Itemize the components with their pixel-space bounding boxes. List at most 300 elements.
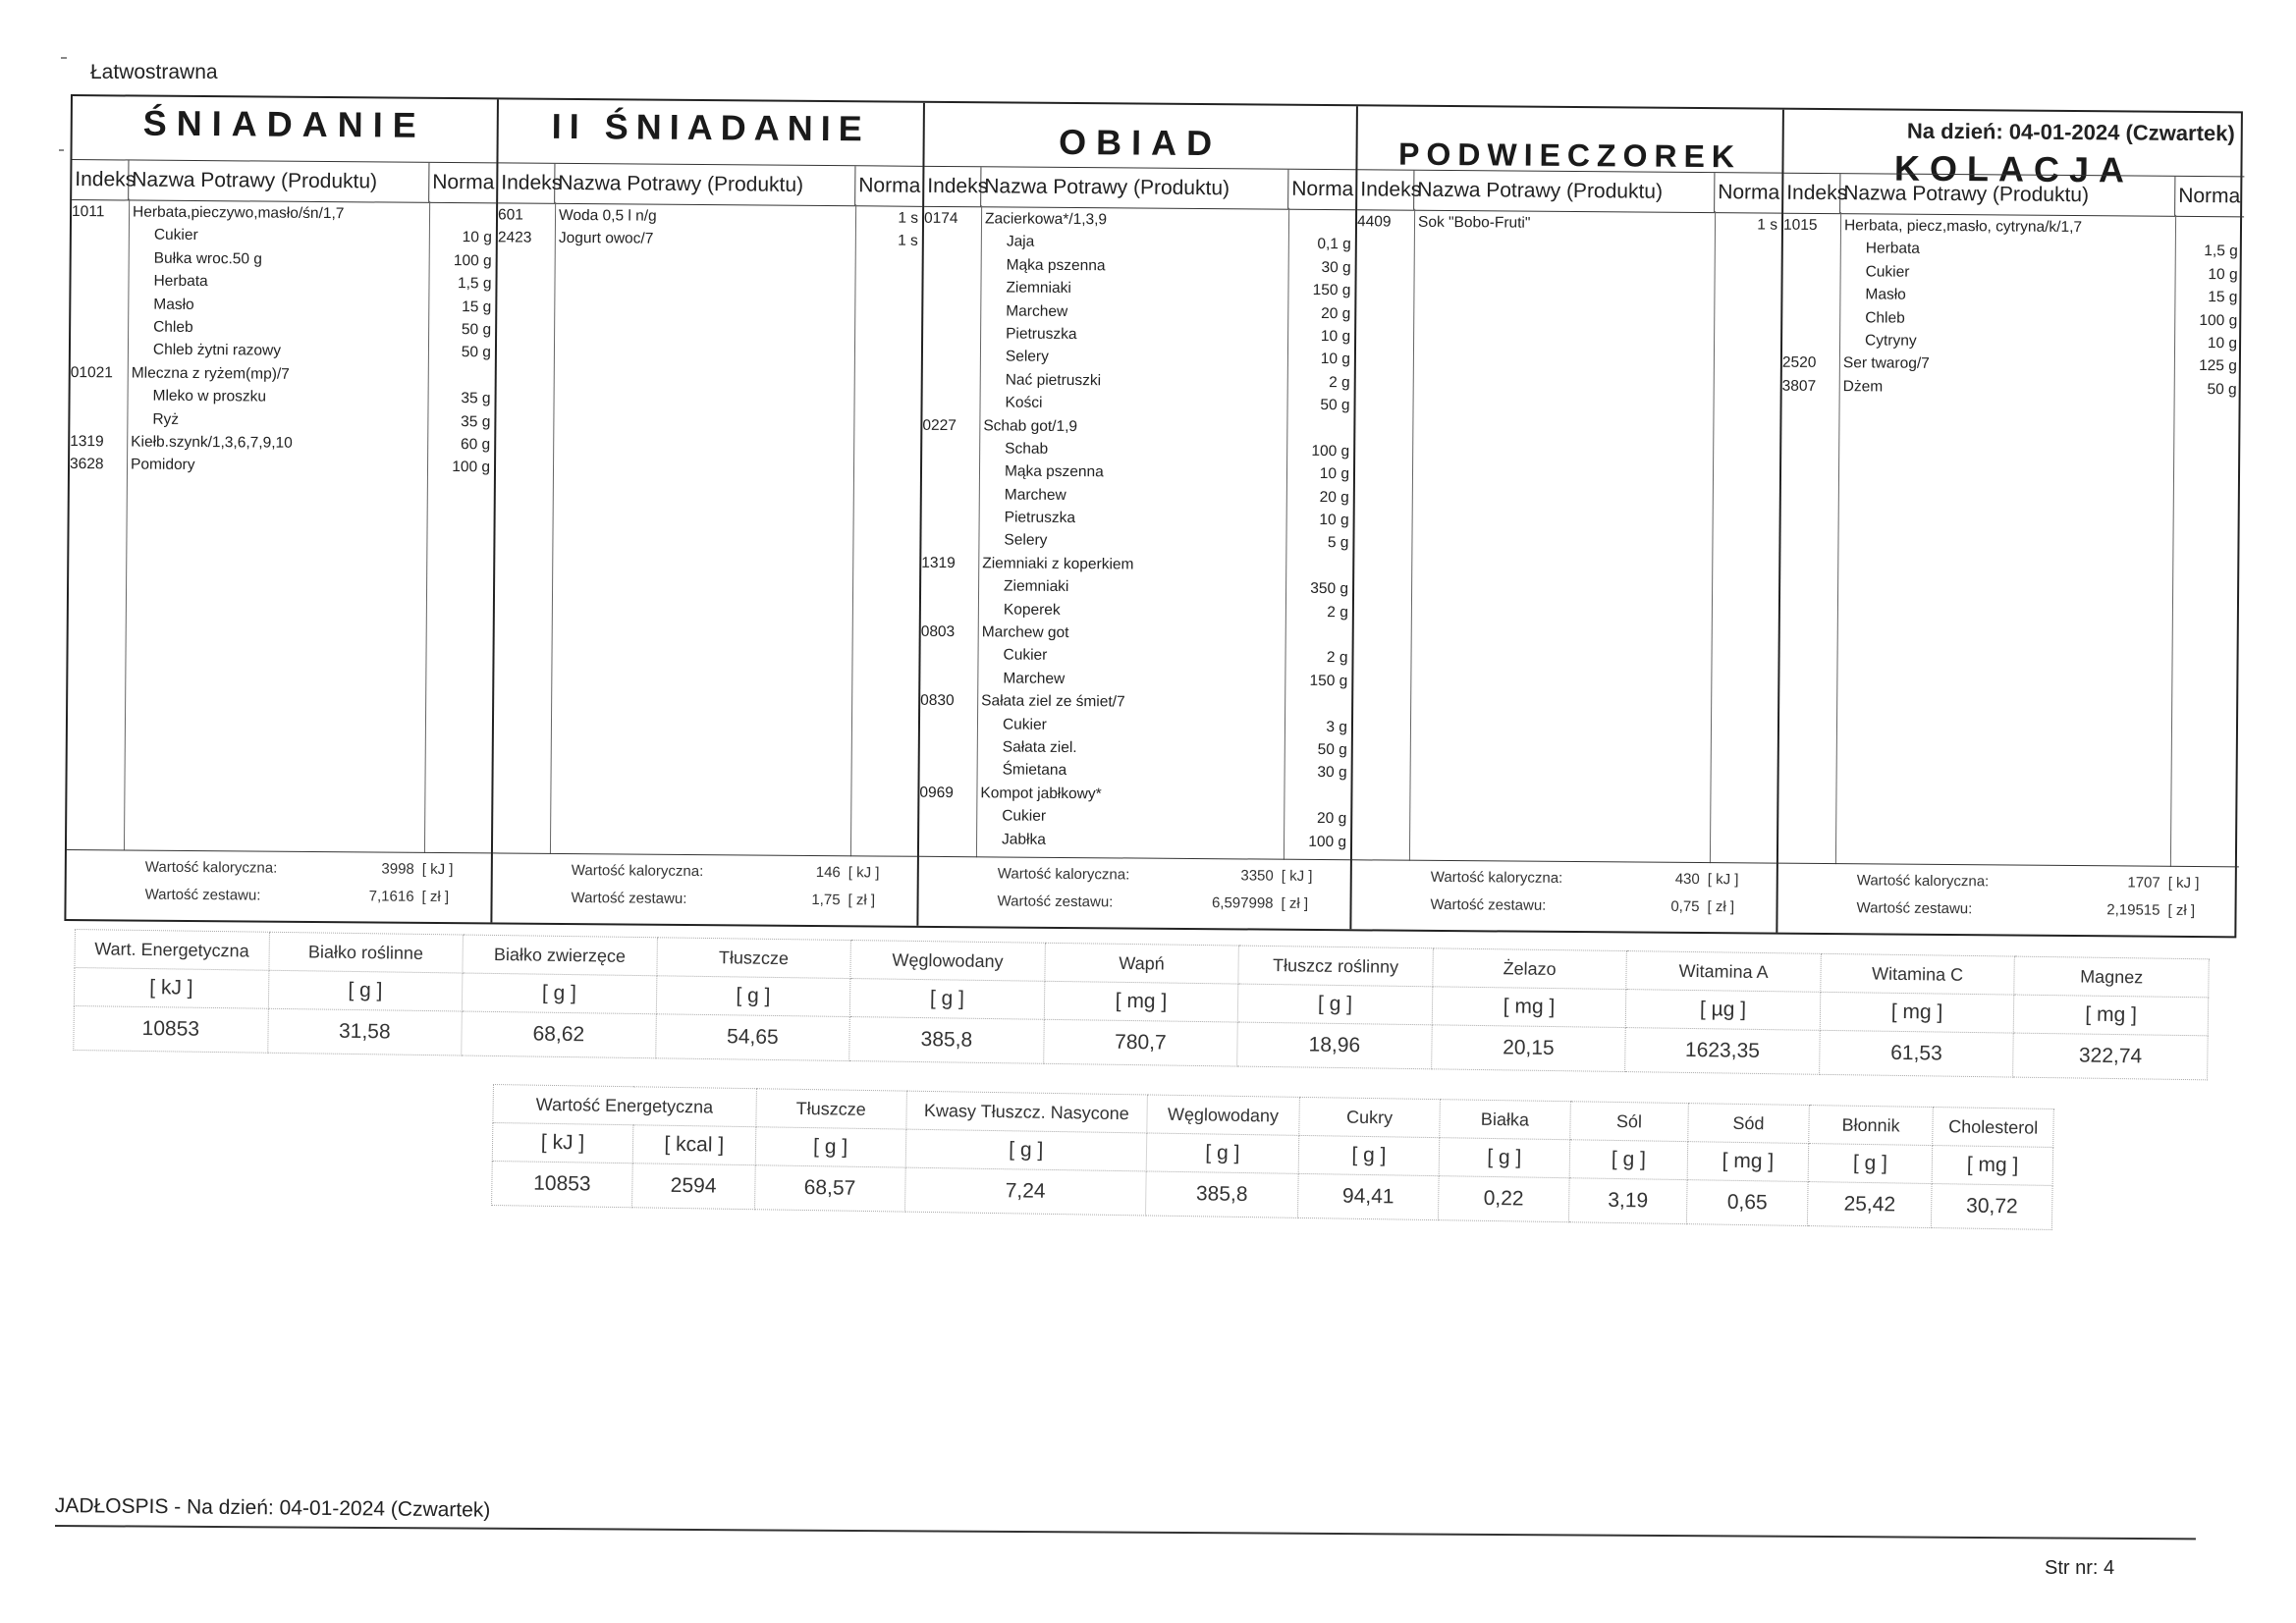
item-norm: 10 g <box>1319 465 1350 483</box>
ingredient-name: Sałata ziel. <box>1002 738 1077 757</box>
nutrient-unit: [ g ] <box>268 970 463 1011</box>
dish-name: Kompot jabłkowy* <box>980 784 1102 803</box>
meal-item-row <box>921 528 1352 555</box>
nutrient-unit: [ kcal ] <box>632 1125 755 1165</box>
ingredient-name: Masło <box>1865 286 1906 303</box>
kcal: 146 <box>815 863 841 882</box>
item-index: 4409 <box>1356 213 1392 231</box>
nutrient-header: Węglowodany <box>1147 1095 1300 1135</box>
nutrient-unit: [ g ] <box>1237 984 1432 1025</box>
item-norm <box>1285 555 1348 556</box>
ingredient-name: Marchew <box>1004 486 1066 504</box>
column-header-name: Nazwa Potrawy (Produktu) <box>1840 174 2175 216</box>
cost: 0,75 <box>1670 897 1700 916</box>
nutrient-unit: [ mg ] <box>1687 1142 1808 1182</box>
item-norm: 20 g <box>1317 810 1347 828</box>
dish-name: Schab got/1,9 <box>983 416 1078 435</box>
meal-items <box>1352 210 1781 863</box>
nutrient-header: Węglowodany <box>850 941 1045 982</box>
page-number: Str nr: 4 <box>2045 1557 2115 1579</box>
item-index: 3807 <box>1781 377 1817 395</box>
dish-name: Marchew got <box>981 623 1069 642</box>
cost: 2,19515 <box>2106 901 2160 919</box>
dish-name: Ser twarog/7 <box>1842 354 1930 373</box>
meal-title: ŚNIADANIE <box>142 102 426 145</box>
item-norm: 10 g <box>1320 351 1350 368</box>
cost: 6,597998 <box>1211 894 1274 912</box>
nutrient-value: 0,65 <box>1687 1180 1808 1226</box>
item-norm: 15 g <box>462 298 492 315</box>
column-header-name: Nazwa Potrawy (Produktu) <box>1414 171 1715 212</box>
meal-item-row <box>922 413 1353 440</box>
cost-unit: [ zł ] <box>1281 894 1309 912</box>
kcal-unit: [ kJ ] <box>1707 871 1739 889</box>
menu-date: Na dzień: 04-01-2024 (Czwartek) <box>1906 118 2235 146</box>
meal-section <box>918 103 1358 929</box>
cost-label: Wartość zestawu: <box>1856 899 1973 918</box>
energy-header: Wartość Energetyczna <box>493 1085 756 1127</box>
item-index: 0803 <box>920 622 956 641</box>
nutrient-header: Wart. Energetyczna <box>75 930 269 971</box>
item-norm: 1 s <box>898 233 918 250</box>
meal-item-row <box>71 315 495 342</box>
nutrient-unit: [ µg ] <box>1625 990 1820 1031</box>
column-header-row <box>1357 169 1781 213</box>
item-index: 1015 <box>1782 216 1818 234</box>
kcal-label: Wartość kaloryczna: <box>997 865 1130 884</box>
item-index: 3628 <box>69 456 104 473</box>
item-norm: 60 g <box>460 436 491 454</box>
meal-title: PODWIECZOREK <box>1397 135 1742 175</box>
item-norm: 5 g <box>1327 534 1349 552</box>
nutrient-unit: [ kJ ] <box>492 1123 633 1163</box>
ingredient-name: Bułka wroc.50 g <box>153 249 263 268</box>
item-norm: 50 g <box>1320 397 1350 414</box>
nutrient-value: 10853 <box>74 1005 268 1053</box>
scan-mark <box>59 149 64 151</box>
meal-item-row <box>71 338 495 364</box>
item-norm: 100 g <box>1308 833 1347 850</box>
meal-item-row <box>922 460 1353 486</box>
nutrient-unit: [ mg ] <box>1932 1146 2052 1186</box>
meal-item-row <box>922 506 1353 532</box>
nutrient-header: Witamina C <box>1821 953 2015 995</box>
item-norm: 50 g <box>1317 740 1347 759</box>
item-norm: 350 g <box>1310 580 1349 598</box>
ingredient-name: Cukier <box>1002 716 1047 733</box>
ingredient-name: Masło <box>153 296 194 313</box>
item-index: 0227 <box>922 416 957 434</box>
item-norm: 125 g <box>2199 357 2237 375</box>
ingredient-name: Nać pietruszki <box>1005 371 1102 389</box>
meal-item-row <box>920 643 1351 670</box>
menu-table <box>64 94 2243 938</box>
nutrient-header: Sól <box>1569 1102 1688 1142</box>
item-norm: 150 g <box>1312 282 1351 299</box>
item-norm: 30 g <box>1321 258 1351 277</box>
ingredient-name: Cukier <box>1865 263 1910 281</box>
ingredient-name: Chleb <box>153 318 193 336</box>
meal-item-row <box>1357 210 1781 237</box>
kcal-unit: [ kJ ] <box>1281 867 1313 885</box>
meal-item-row <box>919 782 1350 808</box>
item-norm <box>1285 692 1347 693</box>
meal-item-row <box>921 597 1352 623</box>
column-header-name: Nazwa Potrawy (Produktu) <box>555 164 855 205</box>
nutrient-unit: [ mg ] <box>1820 992 2014 1033</box>
meal-item-row <box>923 345 1354 371</box>
meal-item-row <box>921 552 1352 578</box>
meal-summary <box>918 856 1350 929</box>
item-index: 0174 <box>923 209 958 228</box>
nutrient-value: 20,15 <box>1431 1025 1625 1072</box>
ingredient-name: Herbata <box>153 272 208 291</box>
nutrient-value: 780,7 <box>1043 1019 1237 1066</box>
nutrient-value: 31,58 <box>267 1008 462 1055</box>
item-norm <box>2175 217 2238 218</box>
nutrient-unit: [ g ] <box>1146 1133 1299 1173</box>
column-header-norm: Norma <box>1718 181 1780 204</box>
column-header-index: Indeks <box>72 160 129 199</box>
dish-name: Kiełb.szynk/1,3,6,7,9,10 <box>131 433 293 452</box>
column-header-name: Nazwa Potrawy (Produktu) <box>129 160 429 201</box>
meal-item-row <box>71 269 495 296</box>
nutrient-header: Tłuszcze <box>656 938 850 979</box>
ingredient-name: Jaja <box>1006 233 1035 251</box>
nutrient-value: 94,41 <box>1297 1173 1439 1219</box>
nutrient-value: 3,19 <box>1568 1178 1687 1224</box>
nutrient-unit: [ g ] <box>1298 1135 1440 1175</box>
nutrient-value: 385,8 <box>849 1017 1044 1064</box>
kcal-label: Wartość kaloryczna: <box>1856 872 1990 891</box>
item-index: 2520 <box>1781 354 1817 372</box>
nutrient-header: Magnez <box>2014 956 2209 998</box>
dish-name: Woda 0,5 l n/g <box>558 206 657 225</box>
cost-unit: [ zł ] <box>2167 901 2196 920</box>
item-norm: 1 s <box>1757 216 1778 234</box>
diet-name: Łatwostrawna <box>90 61 218 83</box>
nutrient-value: 0,22 <box>1438 1176 1568 1222</box>
cost: 7,1616 <box>368 888 414 905</box>
ingredient-name: Chleb <box>1865 308 1905 327</box>
item-norm: 10 g <box>2208 265 2238 284</box>
item-norm: 10 g <box>2207 335 2238 352</box>
meal-section <box>66 96 499 922</box>
dish-name: Sałata ziel ze śmiet/7 <box>981 692 1125 711</box>
item-index: 2423 <box>497 229 532 247</box>
cost-unit: [ zł ] <box>847 892 876 909</box>
item-index: 0830 <box>920 692 955 710</box>
item-norm: 35 g <box>461 412 491 430</box>
meal-item-row <box>70 384 494 410</box>
nutrient-unit: [ g ] <box>755 1127 906 1167</box>
nutrient-value: 10853 <box>492 1161 633 1207</box>
column-header-norm: Norma <box>432 170 495 194</box>
item-norm: 50 g <box>461 344 492 361</box>
item-norm: 15 g <box>2208 289 2238 306</box>
column-header-index: Indeks <box>1357 170 1414 209</box>
kcal: 430 <box>1674 870 1700 889</box>
nutrition-table-1 <box>73 929 2210 1080</box>
nutrient-unit: [ g ] <box>1808 1144 1933 1184</box>
dish-name: Pomidory <box>130 456 195 474</box>
item-norm: 30 g <box>1317 764 1347 782</box>
ingredient-name: Ziemniaki <box>1006 279 1071 298</box>
item-norm: 10 g <box>1319 512 1349 529</box>
meal-items <box>1778 214 2244 868</box>
kcal-unit: [ kJ ] <box>2167 874 2200 893</box>
meal-summary <box>492 852 917 925</box>
ingredient-name: Ziemniaki <box>1004 577 1069 596</box>
meal-title: OBIAD <box>1058 121 1223 164</box>
meal-item-row <box>924 253 1355 280</box>
dish-name: Dżem <box>1842 377 1884 396</box>
ingredient-name: Ryż <box>152 410 180 428</box>
nutrient-header: Białka <box>1440 1100 1570 1140</box>
nutrient-value: 1623,35 <box>1625 1028 1820 1075</box>
meal-item-row <box>920 689 1351 716</box>
item-norm: 100 g <box>2199 311 2238 329</box>
nutrient-header: Błonnik <box>1808 1106 1933 1146</box>
ingredient-name: Mąka pszenna <box>1004 462 1104 481</box>
kcal-label: Wartość kaloryczna: <box>571 862 704 881</box>
ingredient-name: Marchew <box>1006 302 1068 320</box>
meal-item-row <box>923 276 1354 302</box>
meal-item-row <box>920 667 1351 693</box>
meal-item-row <box>922 483 1353 510</box>
nutrient-value: 385,8 <box>1145 1171 1298 1217</box>
dish-name: Ziemniaki z koperkiem <box>982 555 1134 573</box>
column-header-name: Nazwa Potrawy (Produktu) <box>981 167 1288 208</box>
meal-items <box>493 203 922 856</box>
item-norm <box>429 203 492 204</box>
cost-label: Wartość zestawu: <box>144 886 261 904</box>
meal-item-row <box>498 203 922 230</box>
kcal-label: Wartość kaloryczna: <box>1430 868 1563 887</box>
nutrient-header: Białko roślinne <box>268 932 463 973</box>
column-header-index: Indeks <box>498 163 555 202</box>
meal-summary <box>66 849 491 922</box>
cost-unit: [ zł ] <box>1707 898 1735 916</box>
item-norm: 20 g <box>1319 488 1349 506</box>
nutrient-value: 2594 <box>632 1163 755 1210</box>
nutrient-header: Witamina A <box>1626 951 1821 993</box>
ingredient-name: Kości <box>1005 394 1043 411</box>
column-header-norm: Norma <box>1291 177 1354 201</box>
meal-section <box>1351 106 1784 932</box>
dish-name: Herbata,pieczywo,masło/śn/1,7 <box>132 203 345 223</box>
item-norm: 1,5 g <box>2204 243 2238 260</box>
cost-label: Wartość zestawu: <box>571 890 687 907</box>
meal-item-row <box>924 230 1355 256</box>
column-header-index: Indeks <box>924 167 981 206</box>
meal-item-row <box>71 293 495 319</box>
nutrient-value: 54,65 <box>655 1014 849 1061</box>
nutrient-value: 68,62 <box>462 1011 656 1058</box>
item-norm: 50 g <box>461 321 492 339</box>
meal-item-row <box>923 322 1354 349</box>
nutrient-value: 18,96 <box>1237 1022 1432 1069</box>
column-header-row <box>924 166 1355 210</box>
meal-item-row <box>72 200 496 227</box>
meal-item-row <box>71 361 495 388</box>
dish-name: Jogurt owoc/7 <box>558 230 654 248</box>
meal-item-row <box>923 368 1354 395</box>
meal-item-row <box>923 298 1354 325</box>
meal-item-row <box>70 430 494 457</box>
column-header-norm: Norma <box>2178 184 2241 208</box>
nutrient-value: 7,24 <box>904 1167 1146 1216</box>
nutrient-value: 68,57 <box>754 1165 905 1212</box>
nutrient-value: 61,53 <box>1819 1030 2013 1077</box>
meal-summary <box>1351 859 1777 932</box>
meal-item-row <box>921 621 1352 647</box>
ingredient-name: Cukier <box>153 227 198 244</box>
ingredient-name: Cytryny <box>1865 332 1917 350</box>
nutrient-unit: [ g ] <box>462 973 656 1014</box>
item-index: 601 <box>497 206 523 224</box>
meal-item-row <box>922 437 1353 463</box>
cost-label: Wartość zestawu: <box>997 893 1114 911</box>
ingredient-name: Schab <box>1005 440 1049 458</box>
meal-item-row <box>920 712 1351 738</box>
meal-item-row <box>921 574 1352 601</box>
item-norm: 100 g <box>452 459 491 476</box>
nutrient-unit: [ g ] <box>656 976 850 1017</box>
item-norm: 35 g <box>461 390 491 407</box>
column-header-norm: Norma <box>858 174 921 197</box>
nutrient-unit: [ mg ] <box>1432 987 1626 1028</box>
nutrient-unit: [ g ] <box>1569 1140 1688 1180</box>
item-norm: 2 g <box>1326 649 1348 667</box>
meal-item-row <box>924 207 1355 234</box>
item-index: 1319 <box>921 554 956 571</box>
meal-items <box>919 207 1355 860</box>
nutrient-unit: [ kJ ] <box>74 968 268 1009</box>
scan-mark <box>61 57 67 59</box>
column-header-row <box>498 162 922 206</box>
ingredient-name: Herbata <box>1865 240 1921 258</box>
cost-label: Wartość zestawu: <box>1430 895 1547 914</box>
meal-item-row <box>70 453 494 479</box>
meal-title: KOLACJA <box>1893 147 2135 190</box>
item-norm: 1 s <box>898 209 919 227</box>
nutrient-unit: [ g ] <box>1439 1138 1569 1178</box>
kcal: 1707 <box>2127 874 2160 892</box>
item-norm: 150 g <box>1309 672 1348 690</box>
item-index: 0969 <box>919 784 954 801</box>
meal-item-row <box>920 758 1351 784</box>
meal-item-row <box>919 827 1350 853</box>
item-norm: 3 g <box>1326 718 1348 735</box>
item-index: 1319 <box>70 432 104 451</box>
nutrient-header: Tłuszcz roślinny <box>1238 946 1433 987</box>
nutrient-unit: [ g ] <box>849 979 1044 1020</box>
meal-item-row <box>922 391 1353 417</box>
nutrient-value: 322,74 <box>2013 1033 2208 1080</box>
nutrient-header: Białko zwierzęce <box>463 935 657 976</box>
ingredient-name: Koperek <box>1003 601 1061 619</box>
item-norm <box>1285 623 1348 624</box>
kcal-unit: [ kJ ] <box>421 860 454 879</box>
meal-item-row <box>498 227 922 253</box>
nutrient-value: 30,72 <box>1932 1184 2052 1230</box>
column-header-row <box>72 159 496 203</box>
meal-item-row <box>919 804 1350 831</box>
meal-section <box>1777 110 2245 937</box>
ingredient-name: Jabłka <box>1002 831 1046 848</box>
dish-name: Zacierkowa*/1,3,9 <box>984 210 1108 229</box>
kcal: 3350 <box>1240 867 1274 885</box>
nutrition-table-2 <box>491 1084 2054 1230</box>
meal-item-row <box>1782 374 2243 401</box>
kcal: 3998 <box>381 860 414 878</box>
dish-name: Herbata, piecz,masło, cytryna/k/1,7 <box>1843 217 2083 237</box>
nutrient-header: Cukry <box>1299 1097 1441 1137</box>
column-header-row <box>1783 173 2244 218</box>
item-norm: 100 g <box>1311 442 1350 460</box>
ingredient-name: Selery <box>1004 531 1048 550</box>
meal-items <box>67 200 496 853</box>
ingredient-name: Chleb żytni razowy <box>152 342 282 360</box>
ingredient-name: Cukier <box>1002 807 1047 825</box>
item-norm: 2 g <box>1327 603 1348 621</box>
cost-unit: [ zł ] <box>421 888 450 906</box>
dish-name: Sok "Bobo-Fruti" <box>1417 213 1531 232</box>
nutrient-header: Tłuszcze <box>755 1089 906 1129</box>
nutrient-unit: [ mg ] <box>2014 995 2209 1036</box>
meal-title: II ŚNIADANIE <box>551 105 870 149</box>
nutrient-header: Kwasy Tłuszcz. Nasycone <box>906 1091 1148 1133</box>
item-norm: 50 g <box>2207 380 2237 399</box>
kcal-label: Wartość kaloryczna: <box>144 858 278 877</box>
nutrient-header: Żelazo <box>1433 948 1627 990</box>
meal-item-row <box>72 223 496 249</box>
nutrient-header: Sód <box>1688 1104 1809 1144</box>
meal-summary <box>1777 863 2239 937</box>
meal-section <box>492 99 925 925</box>
nutrient-value: 25,42 <box>1807 1182 1932 1228</box>
footer-title: JADŁOSPIS - Na dzień: 04-01-2024 (Czwartek) <box>54 1494 491 1522</box>
meal-item-row <box>72 246 496 273</box>
cost: 1,75 <box>811 891 841 909</box>
item-norm: 10 g <box>1320 327 1351 346</box>
item-norm: 20 g <box>1321 304 1351 322</box>
ingredient-name: Mleko w proszku <box>152 387 267 406</box>
ingredient-name: Cukier <box>1003 646 1048 665</box>
item-norm: 1,5 g <box>457 275 492 293</box>
item-index: 1011 <box>71 203 105 221</box>
item-norm <box>1288 210 1351 211</box>
ingredient-name: Pietruszka <box>1004 509 1076 527</box>
nutrient-unit: [ mg ] <box>1044 981 1238 1022</box>
ingredient-name: Mąka pszenna <box>1006 256 1106 275</box>
ingredient-name: Pietruszka <box>1006 325 1077 344</box>
nutrient-header: Wapń <box>1045 943 1239 984</box>
dish-name: Mleczna z ryżem(mp)/7 <box>131 364 290 383</box>
item-norm: 0,1 g <box>1317 236 1351 253</box>
ingredient-name: Śmietana <box>1002 761 1067 780</box>
meal-item-row <box>920 735 1351 762</box>
ingredient-name: Marchew <box>1003 670 1066 687</box>
item-norm <box>428 364 491 365</box>
nutrient-unit: [ g ] <box>905 1129 1147 1171</box>
item-norm: 10 g <box>462 229 492 246</box>
item-norm <box>1286 416 1349 417</box>
meal-item-row <box>70 407 494 434</box>
column-header-index: Indeks <box>1783 174 1840 213</box>
item-index: 01021 <box>70 363 113 382</box>
